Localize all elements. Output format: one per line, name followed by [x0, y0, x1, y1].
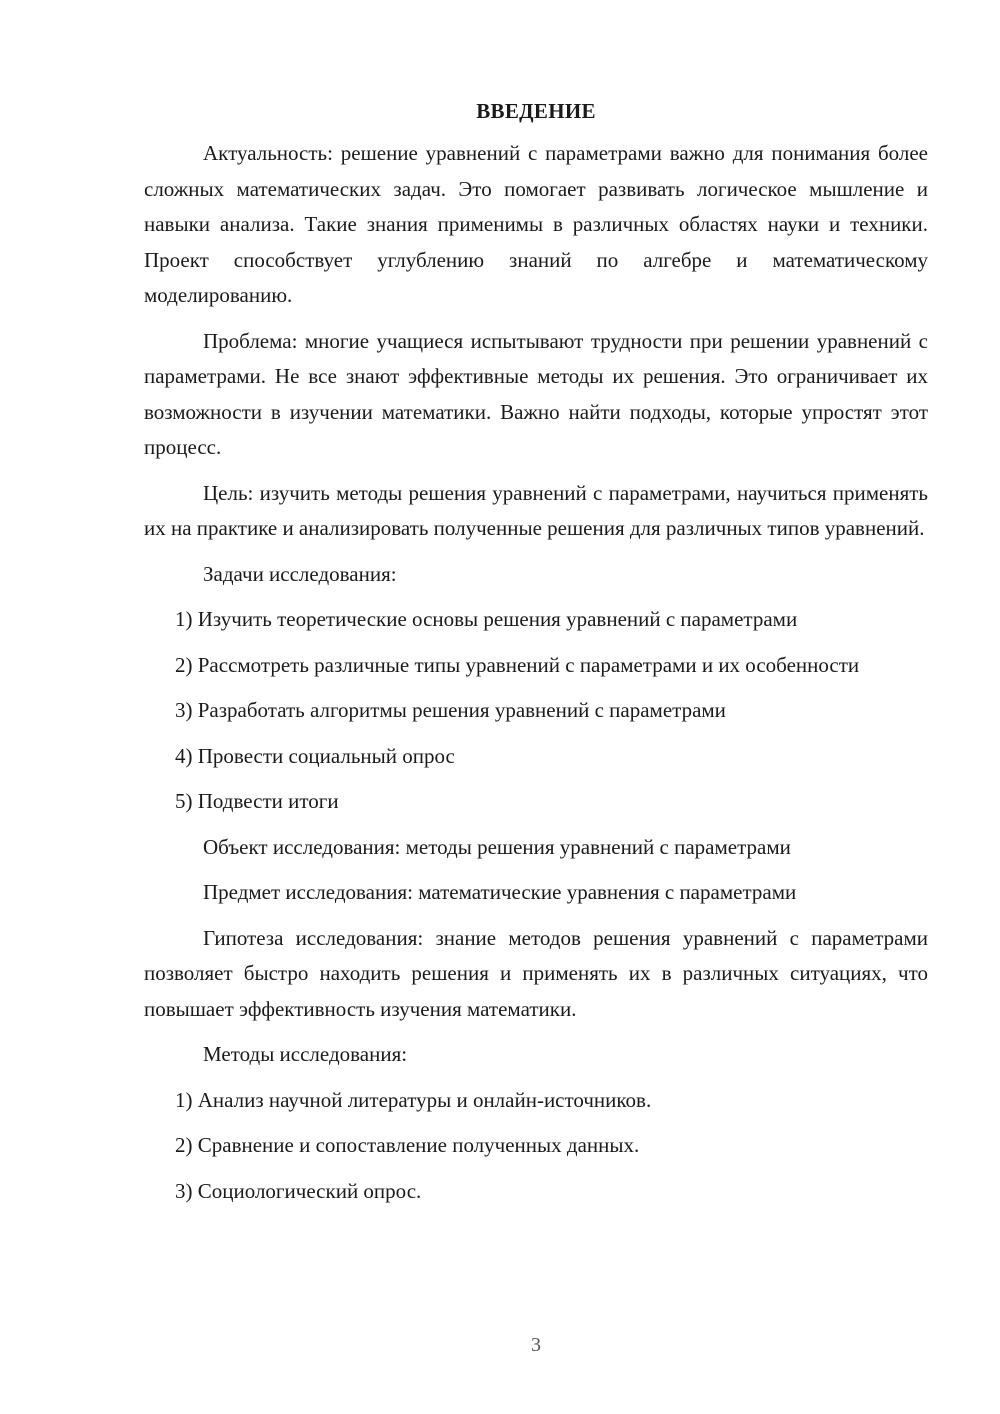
task-item: 4) Провести социальный опрос: [175, 743, 455, 768]
method-item: 3) Социологический опрос.: [175, 1178, 422, 1203]
page-title: ВВЕДЕНИЕ: [476, 99, 596, 123]
method-item: 1) Анализ научной литературы и онлайн-источников.: [175, 1087, 652, 1112]
relevance-paragraph: Актуальность: решение уравнений с параметрами важно для понимания более сложных математических задач. Это помогает развивать логическое мышление и навыки анализа. Такие знания применимы в различных областях науки и техники. Проект способствует углублению знаний по алгебре и математическому моделированию.: [144, 141, 928, 307]
task-item: 2) Рассмотреть различные типы уравнений с параметрами и их особенности: [175, 652, 860, 677]
method-item: 2) Сравнение и сопоставление полученных данных.: [175, 1133, 640, 1157]
task-item: 1) Изучить теоретические основы решения уравнений с параметрами: [175, 607, 798, 631]
page-content: [144, 94, 928, 1219]
problem-paragraph: Проблема: многие учащиеся испытывают трудности при решении уравнений с параметрами. Не все знают эффективные методы их решения. Это ограничивает их возможности в изучении математики. Важно найти подходы, которые упростят этот процесс.: [144, 328, 928, 459]
goal-paragraph: Цель: изучить методы решения уравнений с параметрами, научиться применять их на практике и анализировать полученные решения для различных типов уравнений.: [144, 480, 928, 540]
page-number: 3: [531, 1334, 541, 1356]
hypothesis-paragraph: Гипотеза исследования: знание методов решения уравнений с параметрами позволяет быстро находить решения и применять их в различных ситуациях, что повышает эффективность изучения математики.: [144, 925, 928, 1021]
task-item: 3) Разработать алгоритмы решения уравнений с параметрами: [175, 698, 726, 722]
methods-heading: Методы исследования:: [203, 1042, 408, 1066]
task-item: 5) Подвести итоги: [175, 789, 339, 813]
tasks-heading: Задачи исследования:: [203, 561, 397, 586]
subject-paragraph: Предмет исследования: математические уравнения с параметрами: [203, 880, 797, 904]
object-paragraph: Объект исследования: методы решения уравнений с параметрами: [203, 834, 791, 859]
